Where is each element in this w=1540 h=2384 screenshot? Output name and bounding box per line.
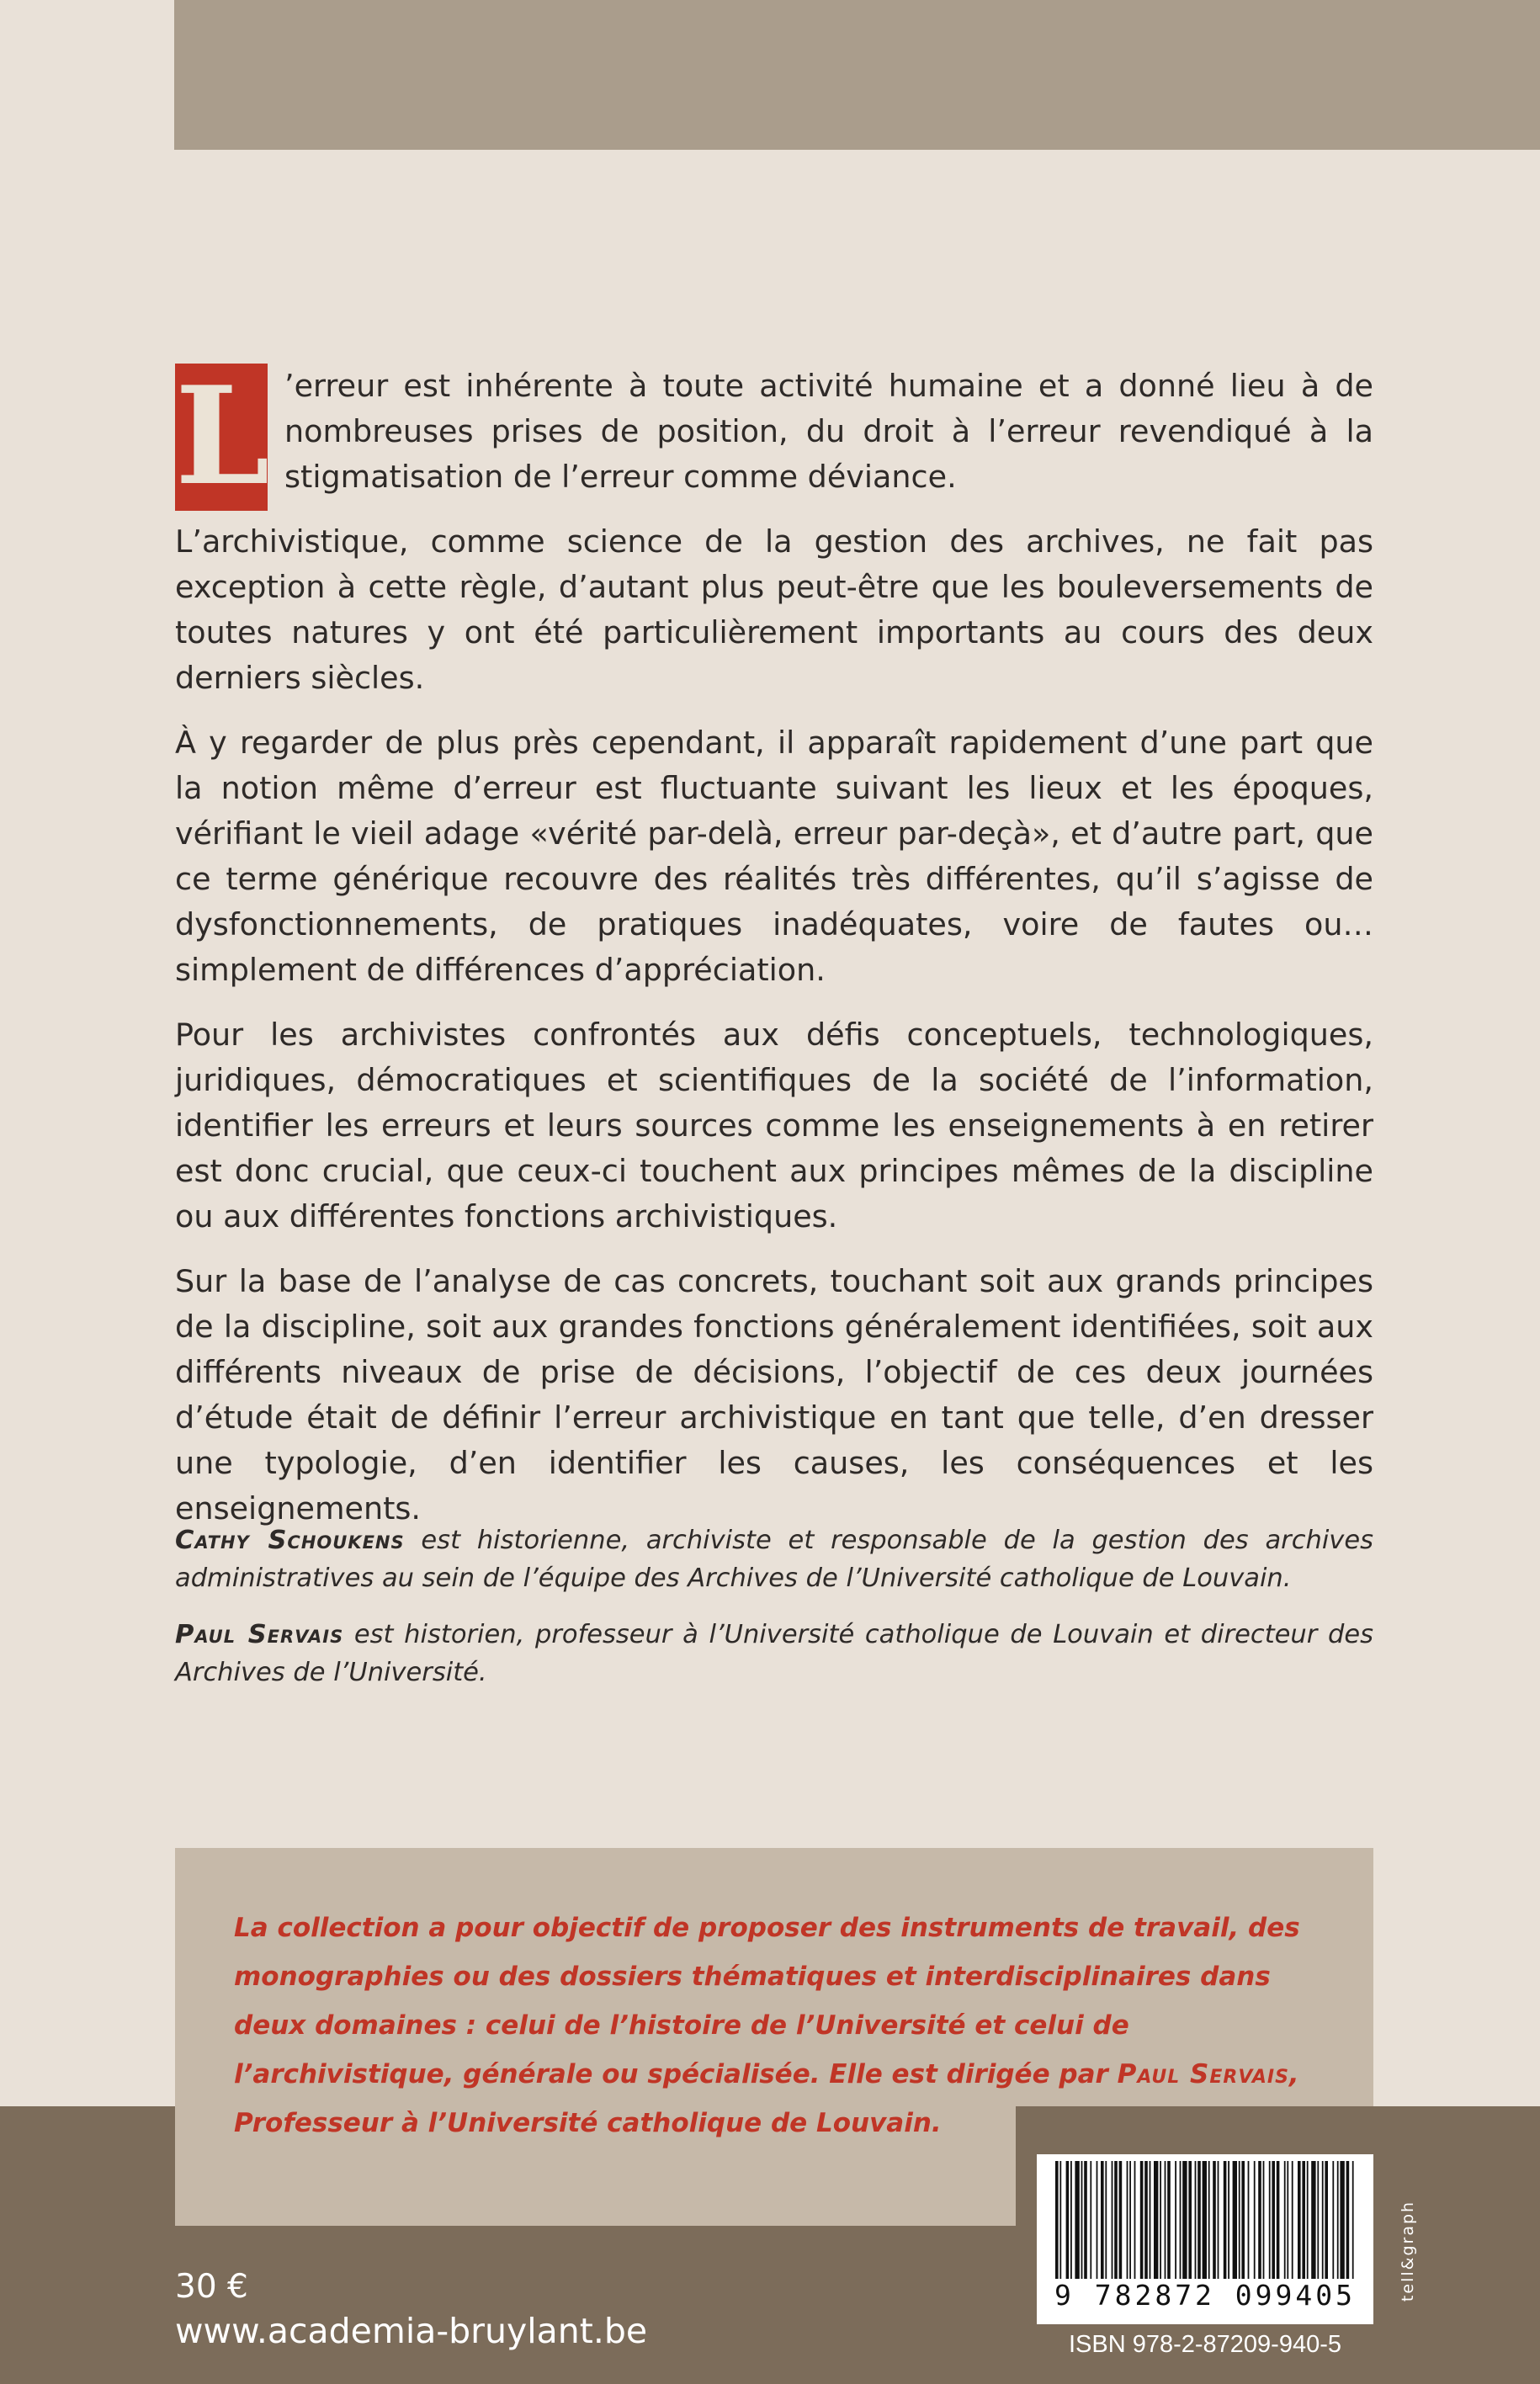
barcode-bar — [1188, 2161, 1192, 2279]
drop-cap — [175, 357, 270, 515]
barcode-bar — [1263, 2161, 1265, 2279]
barcode-bar — [1248, 2161, 1250, 2279]
barcode-bar — [1203, 2161, 1207, 2279]
barcode-bar — [1233, 2161, 1237, 2279]
barcode-bar — [1239, 2161, 1240, 2279]
barcode-bar — [1134, 2161, 1136, 2279]
barcode-bar — [1298, 2161, 1301, 2279]
author-bios — [175, 1521, 1373, 1710]
author-name-servais: Paul Servais — [175, 1620, 344, 1649]
barcode-bars — [1052, 2161, 1358, 2279]
blurb-paragraph-5: Sur la base de l’analyse de cas concrets, touchant soit aux grands principes de la discipline, soit aux grandes fonctions généralement identifiées, soit aux différents niveaux de prise de décisions, l’objectif de ces deux journées d’étude était de définir l’erreur archivistique en tant que telle, d’en dresser une typologie, d’en identifier les causes, les conséquences et les enseignements. — [175, 1263, 1373, 1527]
barcode-bar — [1311, 2161, 1315, 2279]
blurb-paragraph-4: Pour les archivistes confrontés aux défis conceptuels, technologiques, juridiques, démocratiques et scientifiques de la société de l’information, identifier les erreurs et leurs sources comme les enseignements à en retirer est donc crucial, que ceux-ci touchent aux principes mêmes de la discipline ou aux différentes fonctions archivistiques. — [175, 1017, 1373, 1234]
top-color-band — [174, 0, 1540, 150]
barcode-bar — [1287, 2161, 1288, 2279]
designer-credit-text: tell&graph — [1399, 2200, 1417, 2302]
barcode-bar — [1066, 2161, 1070, 2279]
barcode-bar — [1269, 2161, 1271, 2279]
barcode-bar — [1352, 2161, 1354, 2279]
barcode — [1037, 2154, 1373, 2324]
barcode-bar — [1081, 2161, 1083, 2279]
barcode-bar — [1195, 2161, 1197, 2279]
barcode-bar — [1090, 2161, 1091, 2279]
author-bio-text-servais: est historien, professeur à l’Université catholique de Louvain et directeur des Archives de l’Université. — [175, 1620, 1373, 1687]
price: 30 € — [175, 2268, 248, 2306]
barcode-bar — [1144, 2161, 1148, 2279]
barcode-bar — [1140, 2161, 1144, 2279]
barcode-bar — [1254, 2161, 1256, 2279]
barcode-bar — [1332, 2161, 1334, 2279]
barcode-bar — [1167, 2161, 1171, 2279]
blurb-paragraph-1 — [175, 357, 1373, 515]
barcode-bar — [1277, 2161, 1280, 2279]
barcode-bar — [1317, 2161, 1319, 2279]
barcode-bar — [1180, 2161, 1182, 2279]
barcode-bar — [1150, 2161, 1151, 2279]
author-name-schoukens: Cathy Schoukens — [175, 1526, 405, 1555]
collection-text-before: La collection a pour objectif de proposer des instruments de travail, des monographies ou des dossiers thématiques et interdisciplinaires dans deux domaines : celui de l’histoire de l’Université et celui de l’archivistique, générale ou spécialisée. Elle est dirigée par — [234, 1913, 1300, 2089]
barcode-bar — [1070, 2161, 1072, 2279]
barcode-bar — [1272, 2161, 1275, 2279]
barcode-bar — [1175, 2161, 1176, 2279]
barcode-bar — [1302, 2161, 1305, 2279]
barcode-bar — [1160, 2161, 1161, 2279]
barcode-bar — [1208, 2161, 1210, 2279]
barcode-bar — [1105, 2161, 1107, 2279]
barcode-bar — [1258, 2161, 1261, 2279]
publisher-website[interactable]: www.academia-bruylant.be — [175, 2311, 648, 2351]
drop-cap-letter: L — [175, 357, 270, 515]
barcode-bar — [1114, 2161, 1118, 2279]
barcode-bar — [1346, 2161, 1350, 2279]
barcode-bar — [1197, 2161, 1201, 2279]
barcode-bar — [1075, 2161, 1079, 2279]
barcode-bar — [1292, 2161, 1293, 2279]
barcode-bar — [1084, 2161, 1087, 2279]
barcode-bar — [1340, 2161, 1344, 2279]
barcode-bar — [1055, 2161, 1059, 2279]
author-bio-schoukens — [175, 1521, 1373, 1597]
barcode-bar — [1241, 2161, 1245, 2279]
barcode-bar — [1101, 2161, 1104, 2279]
barcode-bar — [1322, 2161, 1324, 2279]
collection-description — [234, 1903, 1328, 2148]
barcode-bar — [1129, 2161, 1131, 2279]
author-bio-servais — [175, 1616, 1373, 1691]
barcode-bar — [1182, 2161, 1187, 2279]
isbn: ISBN 978-2-87209-940-5 — [1068, 2331, 1342, 2358]
barcode-bar — [1218, 2161, 1219, 2279]
barcode-bar — [1112, 2161, 1113, 2279]
barcode-bar — [1337, 2161, 1339, 2279]
barcode-bar — [1127, 2161, 1128, 2279]
author-bio-text-schoukens: est historienne, archiviste et responsable de la gestion des archives administratives au sein de l’équipe des Archives de l’Université catholique de Louvain. — [175, 1526, 1373, 1593]
barcode-bar — [1154, 2161, 1158, 2279]
barcode-bar — [1059, 2161, 1061, 2279]
collection-director: Paul Servais — [1117, 2059, 1289, 2089]
barcode-bar — [1307, 2161, 1309, 2279]
blurb-paragraph-3: À y regarder de plus près cependant, il apparaît rapidement d’une part que la notion même d’erreur est fluctuante suivant les lieux et les époques, vérifiant le vieil adage «vérité par-delà, erreur par-deçà», et d’autre part, que ce terme générique recouvre des réalités très différentes, qu’il s’agisse de dysfonctionnements, de pratiques inadéquates, voire de fautes ou… simplement de différences d’appréciation. — [175, 725, 1373, 988]
barcode-bar — [1224, 2161, 1227, 2279]
barcode-bar — [1165, 2161, 1166, 2279]
back-cover-blurb — [175, 357, 1373, 1551]
barcode-bar — [1097, 2161, 1098, 2279]
designer-credit — [1391, 2188, 1425, 2314]
barcode-bar — [1213, 2161, 1216, 2279]
barcode-bar — [1119, 2161, 1123, 2279]
collection-text-after: , Professeur à l’Université catholique de Louvain. — [234, 2059, 1299, 2138]
barcode-bar — [1325, 2161, 1328, 2279]
barcode-bar — [1228, 2161, 1229, 2279]
barcode-bar — [1284, 2161, 1286, 2279]
blurb-paragraph-1-text: ’erreur est inhérente à toute activité humaine et a donné lieu à de nombreuses prises de position, du droit à l’erreur revendiqué à la stigmatisation de l’erreur comme déviance. — [284, 368, 1373, 495]
barcode-digits: 9 782872 099405 — [1054, 2279, 1356, 2312]
blurb-paragraph-2: L’archivistique, comme science de la gestion des archives, ne fait pas exception à cette règle, d’autant plus peut-être que les bouleversements de toutes natures y ont été particulièrement importants au cours des deux derniers siècles. — [175, 523, 1373, 696]
